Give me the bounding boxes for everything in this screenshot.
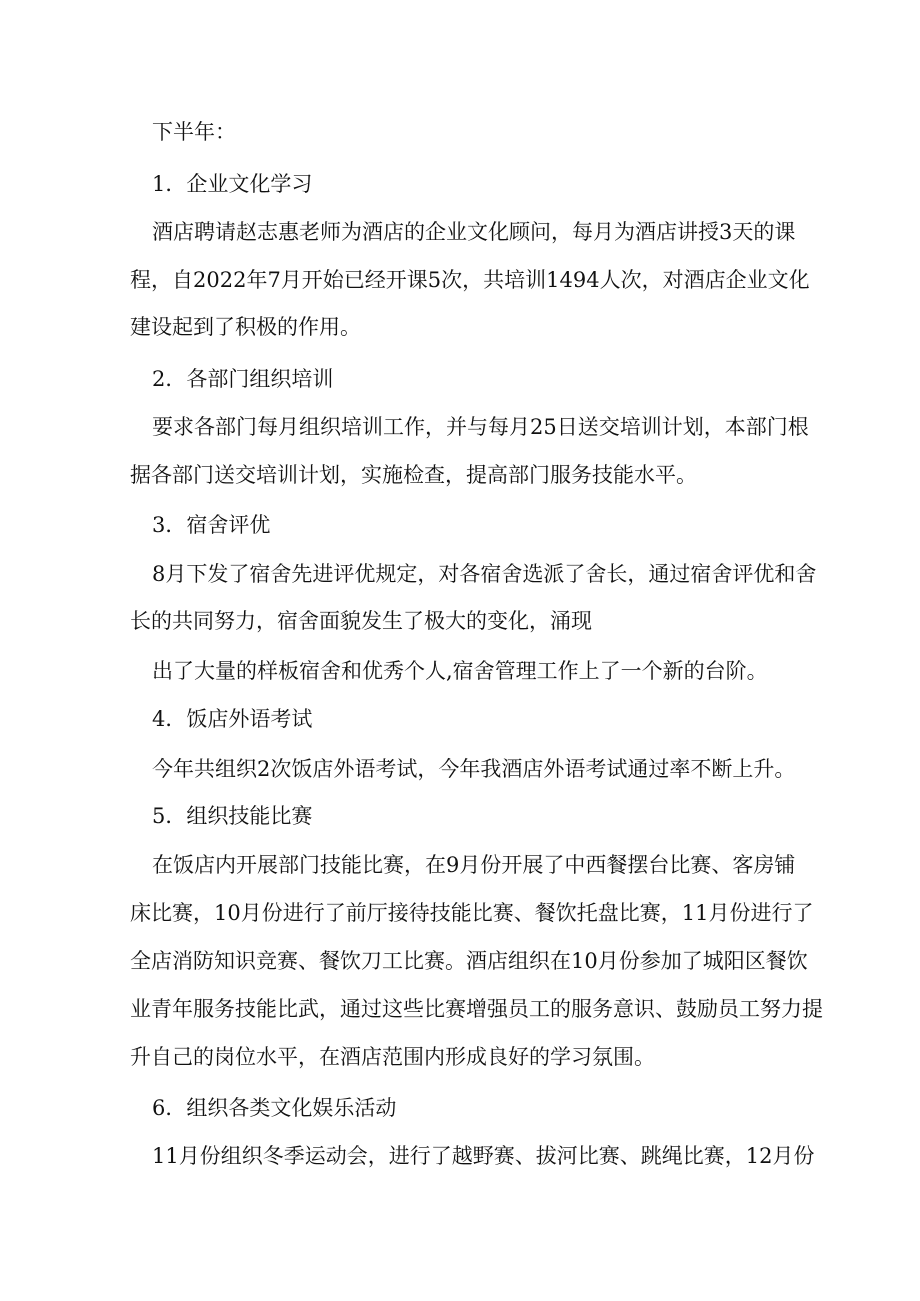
paragraph-line: 全店消防知识竞赛、餐饮刀工比赛。酒店组织在10月份参加了城阳区餐饮 (130, 949, 808, 973)
paragraph-line: 床比赛，10月份进行了前厅接待技能比赛、餐饮托盘比赛，11月份进行了 (130, 901, 814, 925)
paragraph-line: 业青年服务技能比武，通过这些比赛增强员工的服务意识、鼓励员工努力提 (130, 997, 823, 1021)
paragraph-line: 要求各部门每月组织培训工作，并与每月25日送交培训计划，本部门根 (152, 415, 809, 439)
section-intro: 下半年： (152, 120, 236, 144)
section-heading-1: 1．企业文化学习 (152, 172, 313, 196)
section-heading-4: 4．饭店外语考试 (152, 707, 313, 731)
section-heading-6: 6．组织各类文化娱乐活动 (152, 1096, 397, 1120)
paragraph-line: 据各部门送交培训计划，实施检查，提高部门服务技能水平。 (130, 463, 697, 487)
paragraph-line: 程，自2022年7月开始已经开课5次，共培训1494人次，对酒店企业文化 (130, 268, 810, 292)
paragraph-line: 8月下发了宿舍先进评优规定，对各宿舍选派了舍长，通过宿舍评优和舍 (152, 562, 817, 586)
paragraph-line: 建设起到了积极的作用。 (130, 315, 361, 339)
paragraph-line: 在饭店内开展部门技能比赛，在9月份开展了中西餐摆台比赛、客房铺 (152, 853, 796, 877)
paragraph-line: 长的共同努力，宿舍面貌发生了极大的变化，涌现 (130, 609, 592, 633)
paragraph-line: 今年共组织2次饭店外语考试，今年我酒店外语考试通过率不断上升。 (152, 757, 796, 781)
section-heading-5: 5．组织技能比赛 (152, 804, 313, 828)
paragraph-line: 11月份组织冬季运动会，进行了越野赛、拔河比赛、跳绳比赛，12月份 (152, 1144, 815, 1168)
paragraph-line: 酒店聘请赵志惠老师为酒店的企业文化顾问，每月为酒店讲授3天的课 (152, 220, 796, 244)
section-heading-3: 3．宿舍评优 (152, 513, 271, 537)
paragraph-line: 升自己的岗位水平，在酒店范围内形成良好的学习氛围。 (130, 1045, 655, 1069)
section-heading-2: 2．各部门组织培训 (152, 367, 334, 391)
paragraph-line: 出了大量的样板宿舍和优秀个人,宿舍管理工作上了一个新的台阶。 (152, 659, 768, 683)
